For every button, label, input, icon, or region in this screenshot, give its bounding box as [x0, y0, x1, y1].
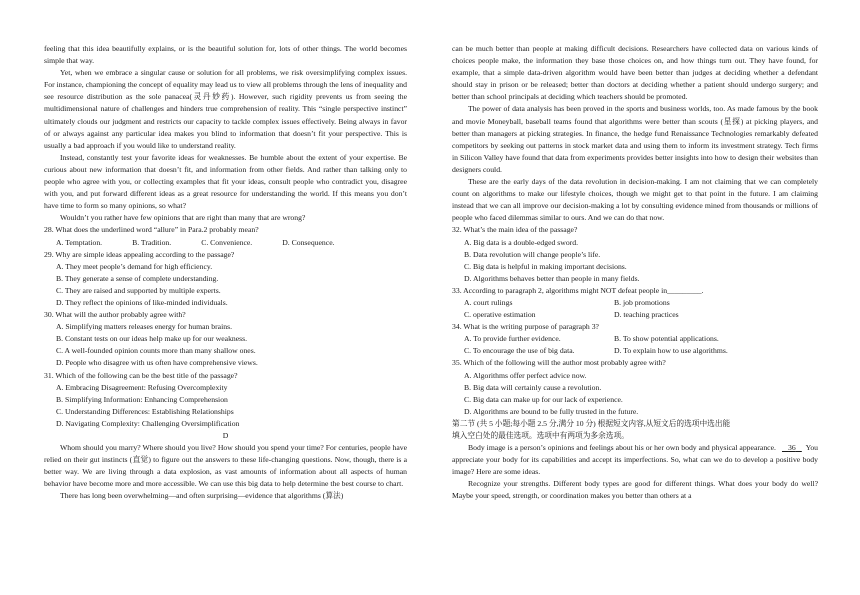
- question-31: [44, 370, 407, 430]
- option-c: C. Big data is helpful in making important decisions.: [464, 261, 627, 271]
- question-stem: 32. What’s the main idea of the passage?: [452, 225, 578, 235]
- blank-36: [782, 443, 802, 452]
- body-image-paragraph: Recognize your strengths. Different body types are good for different things. What does your body do well? Maybe your speed, strength, or coordination makes you better than others at a: [452, 479, 818, 501]
- option-a: A. Temptation.: [56, 237, 103, 247]
- option-d: D. Navigating Complexity: Challenging Oversimplification: [56, 418, 240, 428]
- option-b: B. They generate a sense of complete understanding.: [56, 273, 219, 283]
- question-stem: 29. Why are simple ideas appealing according to the passage?: [44, 249, 235, 259]
- question-stem: 33. According to paragraph 2, algorithms might NOT defeat people in_________.: [452, 285, 704, 295]
- blank-number: 36: [788, 443, 796, 453]
- question-stem: 35. Which of the following will the author most probably agree with?: [452, 358, 666, 368]
- options-row: [452, 345, 818, 357]
- question-stem: 28. What does the underlined word “allure” in Para.2 probably mean?: [44, 225, 259, 235]
- option-b: B. Simplifying Information: Enhancing Comprehension: [56, 394, 228, 404]
- section-2-instructions: 填入空白处的最佳选项。选项中有两项为多余选项。: [452, 431, 629, 440]
- paragraph-text: You appreciate your body for its capabilities and accept its imperfections. So, what can we do to develop a positive body image? Here are some ideas.: [452, 443, 819, 477]
- option-a: A. Big data is a double-edged sword.: [464, 237, 579, 247]
- option-d: D. Algorithms behaves better than people in many fields.: [464, 273, 640, 283]
- passage-c-paragraph: Yet, when we embrace a singular cause or solution for all problems, we risk oversimplifying complex issues. For instance, championing the concept of equality may lead us to view all problems through the lens of inequality and see resource distribution as the sole panacea(灵丹妙药). However, such rigidity prevents us from seeing the multidimensional nature of challenges and hinders true comprehension of reality. This “single perspective instinct” ultimately clouds our judgment and restricts our capacity to tackle complex issues effectively. Being always in favor of or always against any particular idea makes you blind to information that doesn’t fit your perspective. This is usually a bad approach if you would like to understand reality.: [44, 68, 407, 150]
- right-column: [452, 43, 818, 503]
- option-b: B. To show potential applications.: [614, 334, 719, 344]
- question-stem: 30. What will the author probably agree with?: [44, 310, 186, 320]
- passage-c-paragraph: feeling that this idea beautifully explains, or is the beautiful solution for, lots of other things. The world becomes simple that way.: [44, 44, 407, 66]
- question-28: [44, 224, 407, 248]
- option-b: B. job promotions: [614, 297, 670, 307]
- passage-c-paragraph: Wouldn’t you rather have few opinions that are right than many that are wrong?: [60, 213, 306, 223]
- question-29: [44, 249, 407, 309]
- option-a: A. Simplifying matters releases energy for human brains.: [56, 322, 232, 332]
- question-30: [44, 309, 407, 369]
- option-a: A. They meet people’s demand for high efficiency.: [56, 261, 213, 271]
- option-a: A. Embracing Disagreement: Refusing Overcomplexity: [56, 382, 228, 392]
- option-d: D. They reflect the opinions of like-minded individuals.: [56, 297, 228, 307]
- options-row: [452, 309, 818, 321]
- question-34: [452, 321, 818, 357]
- left-column: [44, 43, 407, 503]
- paragraph-text: Body image is a person’s opinions and feelings about his or her own body and physical appearance.: [468, 443, 776, 453]
- passage-d-paragraph: These are the early days of the data revolution in decision-making. I am not claiming that we can completely count on algorithms to make our lifestyle choices, though we might get to that point in the future. I am claiming instead that we can all improve our decision-making a lot by consulting evidence mined from thousands or millions of people who faced dilemmas similar to ours. And we can do that now.: [452, 177, 818, 223]
- option-c: C. Convenience.: [201, 237, 253, 247]
- option-d: D. Algorithms are bound to be fully trusted in the future.: [464, 406, 639, 416]
- option-c: C. Understanding Differences: Establishing Relationships: [56, 406, 234, 416]
- passage-d-paragraph: can be much better than people at making difficult decisions. Researchers have collected data on various kinds of choices people make, the information they base those choices on, and how things turn out. They have found, for example, that a simple data-driven algorithm would have been better than judges at deciding whether a defendant should stay in prison or be released; better than doctors at deciding whether a patient should undergo surgery; and better than school principals at deciding which teachers should be promoted.: [452, 44, 818, 102]
- body-image-paragraph: [452, 442, 818, 478]
- option-a: A. court rulings: [464, 297, 513, 307]
- passage-c-paragraph: Instead, constantly test your favorite ideas for weaknesses. Be humble about the extent of your expertise. Be curious about new information that doesn’t fit, and information from other fields. And rather than talking only to people who agree with you, or collecting examples that fit your ideas, consult people who contradict you, disagree with you, and put forward different ideas as a great resource for understanding the world. If this means you don’t have time to form so many opinions, so what?: [44, 152, 407, 211]
- options-row: [452, 297, 818, 309]
- passage-d-paragraph: Whom should you marry? Where should you live? How should you spend your time? For centuries, people have relied on their gut instincts (直觉) to figure out the answers to these life-changing questions. Now, though, there is a better way. We are living through a data explosion, as vast amounts of information about all aspects of human behavior have become more and more accessible. We can use this big data to help determine the best course to chart.: [44, 443, 407, 489]
- option-b: B. Big data will certainly cause a revolution.: [464, 382, 602, 392]
- question-33: [452, 285, 818, 321]
- section-2-instructions: 第二节 (共 5 小题;每小题 2.5 分,满分 10 分) 根据短文内容,从短文后的选项中选出能: [452, 418, 731, 428]
- option-d: D. To explain how to use algorithms.: [614, 346, 728, 356]
- passage-d-paragraph: The power of data analysis has been proved in the sports and business worlds, too. As made famous by the book and movie Moneyball, baseball teams found that algorithms were better than scouts (星探) at picking players, and better than managers at picking strategies. In finance, the hedge fund Renaissance Technologies remarkably defeated competitors by seeking out patterns in stock market data and using them to inform its investment strategy. Tech firms in Silicon Valley have found that data from experiments provides better insights into how to design their websites than designers could.: [452, 104, 818, 174]
- question-35: [452, 357, 818, 417]
- options-row: [44, 237, 407, 249]
- question-32: [452, 224, 818, 284]
- question-stem: 34. What is the writing purpose of paragraph 3?: [452, 322, 599, 332]
- option-a: A. Algorithms offer perfect advice now.: [464, 370, 587, 380]
- option-d: D. People who disagree with us often have comprehensive views.: [56, 358, 258, 368]
- option-c: C. To encourage the use of big data.: [464, 346, 575, 356]
- option-b: B. Tradition.: [132, 237, 172, 247]
- option-d: D. teaching practices: [614, 310, 679, 320]
- option-c: C. operative estimation: [464, 310, 536, 320]
- option-c: C. They are raised and supported by multiple experts.: [56, 285, 221, 295]
- option-a: A. To provide further evidence.: [464, 334, 561, 344]
- section-d-heading: D: [222, 431, 229, 440]
- options-row: [452, 333, 818, 345]
- question-stem: 31. Which of the following can be the best title of the passage?: [44, 370, 238, 380]
- option-b: B. Data revolution will change people’s life.: [464, 249, 601, 259]
- passage-d-paragraph: There has long been overwhelming—and often surprising—evidence that algorithms (算法): [60, 491, 344, 501]
- option-b: B. Constant tests on our ideas help make up for our weakness.: [56, 334, 248, 344]
- option-c: C. A well-founded opinion counts more than many shallow ones.: [56, 346, 256, 356]
- option-c: C. Big data can make up for our lack of experience.: [464, 394, 623, 404]
- option-d: D. Consequence.: [282, 237, 335, 247]
